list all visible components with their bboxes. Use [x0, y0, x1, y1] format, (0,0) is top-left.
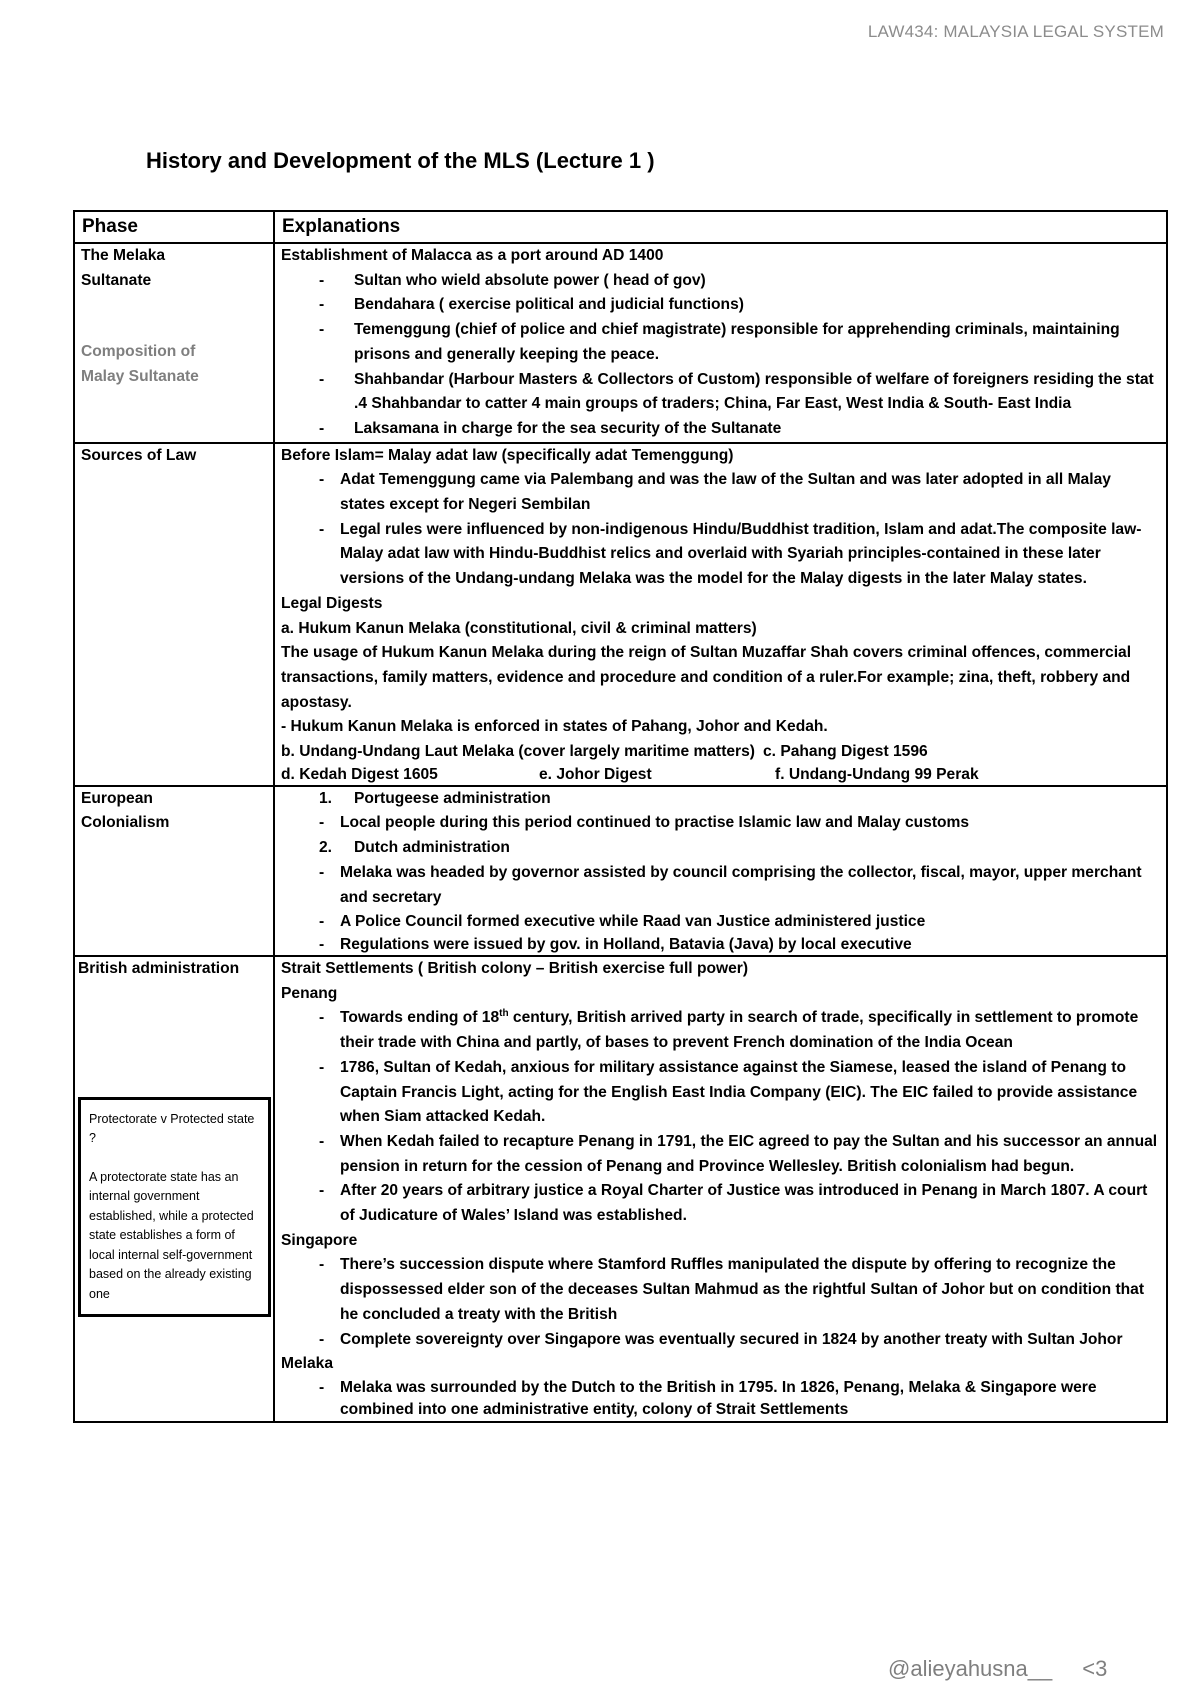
hukum-enforced-text: - Hukum Kanun Melaka is enforced in states of Pahang, Johor and Kedah. [281, 718, 828, 736]
phase-cell [74, 956, 274, 1422]
history-table [73, 210, 1168, 1423]
melaka-intro: Establishment of Malacca as a port around AD 1400 [281, 247, 664, 264]
sources-intro: Before Islam= Malay adat law (specifically adat Temenggung) [281, 446, 734, 464]
penang-first-pre: Towards ending of 18 [340, 1009, 500, 1027]
penang-first-post: century, British arrived party in search of trade, specifically in settlement to promote their trade with China and partly, of bases to prevent French domination of the India Ocean [340, 1009, 1139, 1052]
penang-heading: Penang [281, 984, 338, 1002]
singapore-heading: Singapore [281, 1231, 358, 1249]
explanation-cell [274, 786, 1167, 956]
phase-label: Sources of Law [81, 446, 197, 464]
explanation-cell [274, 956, 1167, 1422]
explanations-column-header: Explanations [274, 211, 1167, 243]
author-handle: @alieyahusna__ [888, 1656, 1053, 1681]
list-item: - 1786, Sultan of Kedah, anxious for military assistance against the Siamese, leased the island of Penang to Captain Francis Light, acting for the English East India Company (EIC). The EIC failed to provide assistance when Siam attacked Kedah. [281, 1056, 1160, 1130]
page-title: History and Development of the MLS (Lecture 1 ) [146, 148, 655, 173]
table-row-british-administration [74, 956, 1167, 1422]
digest-c: c. Pahang Digest 1596 [763, 743, 928, 761]
phase-cell [74, 443, 274, 786]
explanation-cell [274, 243, 1167, 443]
phase-cell [74, 786, 274, 956]
phase-label: British administration [78, 959, 240, 977]
phase-label: The Melaka Sultanate [81, 247, 166, 289]
explanation-cell [274, 443, 1167, 786]
list-item: - Legal rules were influenced by non-indigenous Hindu/Buddhist tradition, Islam and adat.The composite law-Malay adat law with Hindu-Buddhist relics and overlaid with Syariah principles-contained in these later versions of the Undang-undang Melaka was the model for the Malay digests in the later Malay states. [281, 518, 1160, 592]
list-item: - After 20 years of arbitrary justice a Royal Charter of Justice was introduced in Penang in March 1807. A court of Judicature of Wales’ Island was established. [281, 1179, 1160, 1228]
digests-row-bc [281, 740, 1160, 765]
phase-cell [74, 243, 274, 443]
digest-e: e. Johor Digest [539, 765, 652, 783]
phase-label: European Colonialism [81, 789, 170, 832]
list-item: - Regulations were issued by gov. in Holland, Batavia (Java) by local executive [281, 935, 1160, 955]
list-item: - Melaka was surrounded by the Dutch to the British in 1795. In 1826, Penang, Melaka & Singapore were combined into one administrative entity, colony of Strait Settlements [281, 1377, 1160, 1421]
number-label: 1. [319, 789, 333, 807]
portuguese-heading: Portugeese administration [354, 789, 551, 807]
table-row-european-colonialism [74, 786, 1167, 956]
table-row-melaka-sultanate [74, 243, 1167, 443]
list-item: - Local people during this period continued to practise Islamic law and Malay customs [281, 811, 1160, 836]
list-item: - There’s succession dispute where Stamford Ruffles manipulated the dispute by offering to recognize the dispossessed elder son of the deceases Sultan Mahmud as the rightful Sultan of Johor but on condition that he concluded a treaty with the British [281, 1253, 1160, 1327]
list-item: - Complete sovereignty over Singapore was eventually secured in 1824 by another treaty with Sultan Johor [281, 1328, 1160, 1353]
dutch-heading: Dutch administration [354, 839, 510, 857]
strait-settlements-heading: Strait Settlements ( British colony – British exercise full power) [281, 959, 749, 977]
superscript-th: th [499, 1008, 509, 1020]
course-header: LAW434: MALAYSIA LEGAL SYSTEM [867, 22, 1164, 41]
list-item: - Adat Temenggung came via Palembang and was the law of the Sultan and was later adopted in all Malay states except for Negeri Sembilan [281, 468, 1160, 517]
heart-emoticon: <3 [1082, 1656, 1108, 1681]
phase-column-header: Phase [74, 211, 274, 243]
table-header-row [74, 211, 1167, 243]
hukum-kanun-melaka: a. Hukum Kanun Melaka (constitutional, civil & criminal matters) [281, 619, 757, 637]
list-item [281, 1006, 1160, 1055]
numbered-item [281, 836, 1160, 861]
legal-digests-heading: Legal Digests [281, 594, 383, 612]
phase-sublabel: Composition of Malay Sultanate [81, 343, 199, 386]
note-question: Protectorate v Protected state ? [89, 1111, 255, 1146]
numbered-item [281, 787, 1160, 812]
list-item: - Laksamana in charge for the sea security of the Sultanate [281, 417, 1160, 442]
digest-d: d. Kedah Digest 1605 [281, 765, 438, 783]
number-label: 2. [319, 839, 333, 857]
protectorate-note-box [78, 1097, 271, 1318]
list-item: - Sultan who wield absolute power ( head of gov) [281, 269, 1160, 294]
table-row-sources-of-law [74, 443, 1167, 786]
hukum-usage-text: The usage of Hukum Kanun Melaka during the reign of Sultan Muzaffar Shah covers criminal offences, commercial transactions, family matters, evidence and procedure and condition of a ruler.For example; zina, theft, robbery and apostasy. [281, 644, 1132, 711]
melaka-heading: Melaka [281, 1355, 334, 1373]
digest-f: f. Undang-Undang 99 Perak [775, 765, 979, 783]
list-item: - Melaka was headed by governor assisted by council comprising the collector, fiscal, mayor, upper merchant and secretary [281, 861, 1160, 910]
digest-b: b. Undang-Undang Laut Melaka (cover largely maritime matters) [281, 743, 755, 761]
list-item: - Shahbandar (Harbour Masters & Collectors of Custom) responsible of welfare of foreigners residing the stat .4 Shahbandar to catter 4 main groups of traders; China, Far East, West India & South- East India [281, 368, 1160, 417]
list-item: - A Police Council formed executive while Raad van Justice administered justice [281, 910, 1160, 935]
list-item: - Bendahara ( exercise political and judicial functions) [281, 293, 1160, 318]
list-item: - Temenggung (chief of police and chief magistrate) responsible for apprehending criminals, maintaining prisons and generally keeping the peace. [281, 318, 1160, 367]
note-answer: A protectorate state has an internal government established, while a protected state establishes a form of local internal self-government based on the already existing one [89, 1169, 254, 1301]
footer [888, 1656, 1107, 1682]
list-item: - When Kedah failed to recapture Penang in 1791, the EIC agreed to pay the Sultan and his successor an annual pension in return for the cession of Penang and Province Wellesley. British colonialism had begun. [281, 1130, 1160, 1179]
digests-row-def [281, 765, 1160, 785]
